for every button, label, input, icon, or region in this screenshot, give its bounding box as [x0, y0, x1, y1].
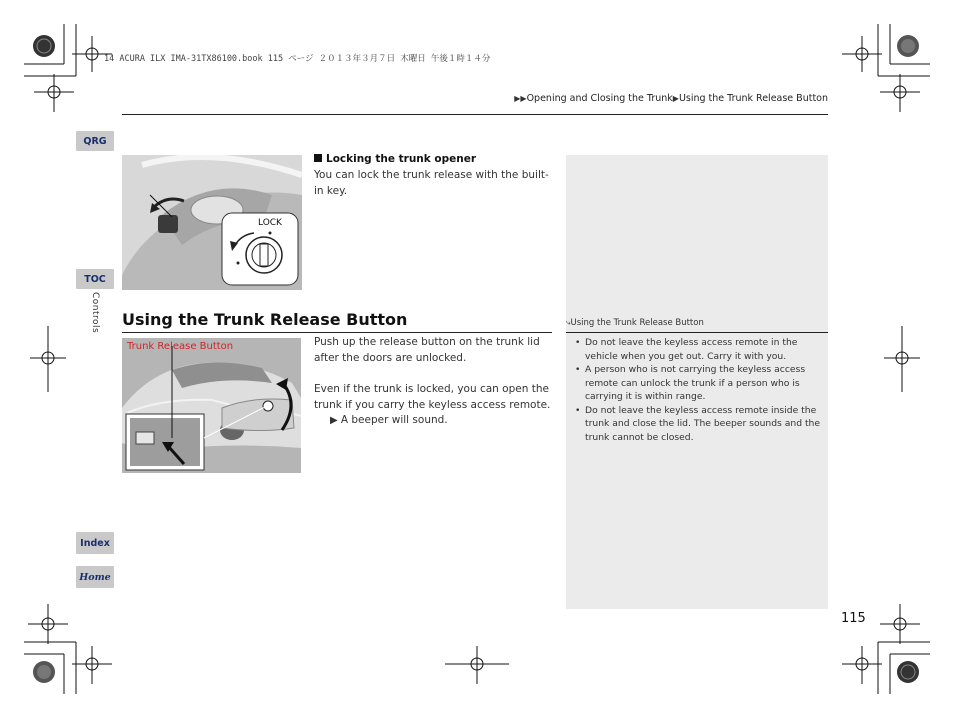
lock-subheading-text: Locking the trunk opener: [326, 153, 477, 165]
index-button[interactable]: Index: [76, 532, 114, 554]
qrg-button[interactable]: QRG: [76, 131, 114, 151]
reference-arrow-icon: ⤷: [566, 318, 571, 327]
header-rule: [122, 114, 828, 115]
trunk-lock-figure: [122, 155, 302, 290]
note-bullet: • Do not leave the keyless access remote inside the trunk and close the lid. The beeper sounds and the trunk cannot be closed.: [574, 404, 822, 445]
breadcrumb-link-opening-closing[interactable]: Opening and Closing the Trunk: [526, 93, 673, 104]
note-title-text: Using the Trunk Release Button: [570, 318, 704, 328]
main-result-text: A beeper will sound.: [340, 414, 448, 426]
section-rule: [122, 332, 552, 333]
main-result: [330, 413, 554, 429]
breadcrumb-current: Using the Trunk Release Button: [678, 93, 828, 104]
breadcrumb-arrow-icon: ▶: [672, 94, 679, 103]
lock-subheading: [314, 153, 476, 165]
trunk-release-figure: [122, 338, 301, 473]
lock-body: You can lock the trunk release with the built-in key.: [314, 169, 549, 197]
note-bullet: • Do not leave the keyless access remote in the vehicle when you get out. Carry it with you.: [574, 336, 822, 363]
print-info: 14 ACURA ILX IMA-31TX86100.book 115 ページ ２０１３年３月７日 木曜日 午後１時１４分: [104, 54, 491, 64]
note-title: [566, 318, 704, 328]
toc-button[interactable]: TOC: [76, 269, 114, 289]
trunk-release-callout: Trunk Release Button: [127, 341, 234, 352]
note-bullet: • A person who is not carrying the keyless access remote can unlock the trunk if a person who is carrying it is within range.: [574, 363, 822, 404]
main-para-2: Even if the trunk is locked, you can open the trunk if you carry the keyless access remote.: [314, 383, 551, 411]
section-side-label: Controls: [90, 292, 100, 334]
breadcrumb-arrow-icon: ▶▶: [514, 94, 527, 103]
home-button[interactable]: Home: [76, 566, 114, 588]
lock-label: LOCK: [258, 218, 282, 228]
page-number: 115: [841, 611, 866, 626]
note-rule: [566, 332, 828, 333]
breadcrumb: [514, 93, 828, 104]
main-para-1: Push up the release button on the trunk lid after the doors are unlocked.: [314, 336, 540, 364]
square-bullet-icon: [314, 154, 322, 162]
note-bullets: [574, 336, 822, 444]
section-title: Using the Trunk Release Button: [122, 310, 408, 329]
result-arrow-icon: ▶: [330, 415, 341, 426]
